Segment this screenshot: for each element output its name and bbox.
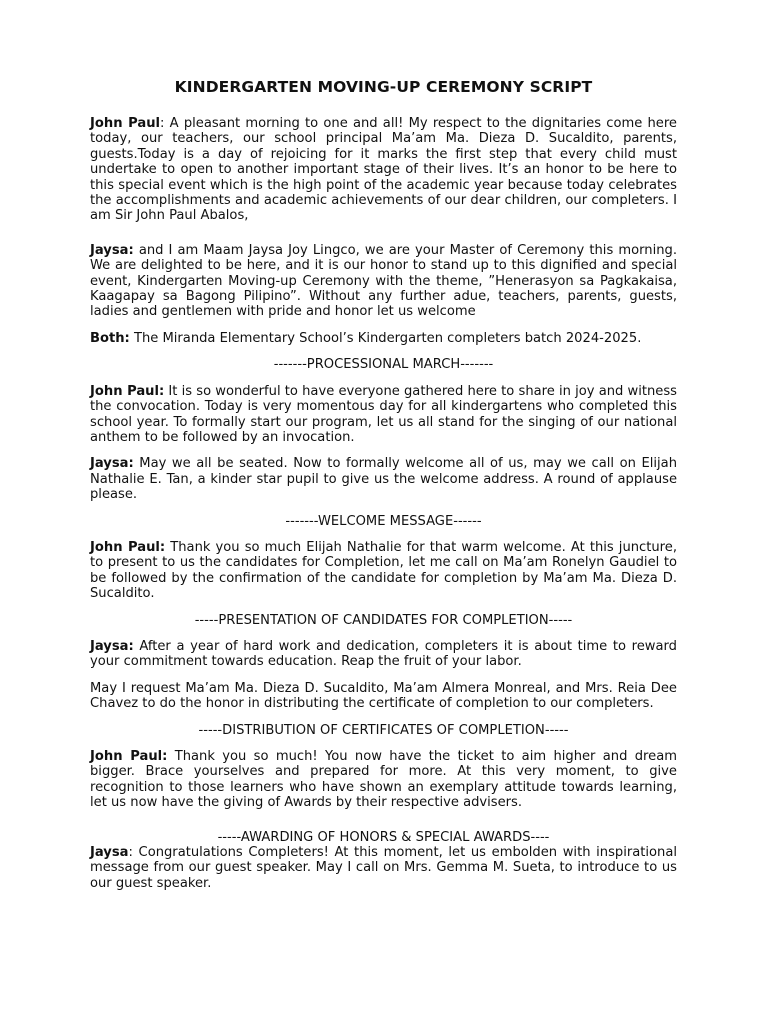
paragraph-text: Thank you so much Elijah Nathalie for that warm welcome. At this juncture, to present to us the candidates for Completion, let me call on Ma’am Ronelyn Gaudiel to be followed by the confirmation of the candidate for completion by Ma’am Ma. Dieza D. Sucaldito.	[90, 539, 677, 602]
speaker-label: Jaysa:	[90, 242, 134, 258]
script-paragraph-both	[90, 331, 677, 346]
script-paragraph-jaysa-welcome	[90, 456, 677, 502]
script-paragraph-jaysa-reward	[90, 639, 677, 670]
section-divider-welcome-message: -------WELCOME MESSAGE------	[285, 513, 482, 529]
script-paragraph-john-paul-candidates	[90, 540, 677, 602]
speaker-label: Jaysa:	[90, 456, 134, 472]
paragraph-text: May we all be seated. Now to formally welcome all of us, may we call on Elijah Nathalie E. Tan, a kinder star pupil to give us the welcome address. A round of applause please.	[90, 456, 677, 503]
script-paragraph-jaysa-guest-speaker	[90, 845, 677, 891]
speaker-label: Jaysa	[90, 845, 129, 861]
paragraph-text: A pleasant morning to one and all! My respect to the dignitaries come here today, our teachers, our school principal Ma’am Ma. Dieza D. Sucaldito, parents, guests.Today is a day of rejoicing for it marks the first step that every child must undertake to open to another important stage of their lives. It’s an honor to be here to this special event which is the high point of the academic year because today celebrates the accomplishments and academic achievements of our dear children, our completers. I am Sir John Paul Abalos,	[90, 116, 677, 224]
document-title: KINDERGARTEN MOVING-UP CEREMONY SCRIPT	[174, 78, 593, 96]
speaker-label: Jaysa:	[90, 638, 134, 654]
section-divider-distribution-of-certificates: -----DISTRIBUTION OF CERTIFICATES OF COMPLETION-----	[198, 722, 569, 738]
speaker-label: John Paul:	[90, 749, 168, 764]
paragraph-text: Congratulations Completers! At this moment, let us embolden with inspirational message from our guest speaker. May I call on Mrs. Gemma M. Sueta, to introduce to us our guest speaker.	[90, 845, 677, 891]
document-page	[90, 78, 677, 891]
paragraph-text: The Miranda Elementary School’s Kindergarten completers batch 2024-2025.	[129, 330, 642, 346]
script-paragraph-john-paul-anthem	[90, 384, 677, 446]
speaker-separator: :	[128, 845, 133, 861]
script-paragraph-john-paul-opening	[90, 116, 677, 224]
paragraph-text: and I am Maam Jaysa Joy Lingco, we are your Master of Ceremony this morning. We are delighted to be here, and it is our honor to stand up to this dignified and special event, Kindergarten Moving-up Ceremony with the theme, ”Henerasyon sa Pagkakaisa, Kaagapay sa Bagong Pilipino”. Without any further adue, teachers, parents, guests, ladies and gentlemen with pride and honor let us welcome	[90, 242, 677, 320]
section-divider-awarding-of-honors: -----AWARDING OF HONORS & SPECIAL AWARDS----	[217, 829, 550, 845]
paragraph-text: It is so wonderful to have everyone gathered here to share in joy and witness the convocation. Today is very momentous day for all kindergartens who completed this school year. To formally start our program, let us all stand for the singing of our national anthem to be followed by an invocation.	[90, 383, 678, 445]
section-divider-processional-march: -------PROCESSIONAL MARCH-------	[273, 357, 494, 373]
paragraph-text: May I request Ma’am Ma. Dieza D. Sucaldito, Ma’am Almera Monreal, and Mrs. Reia Dee Chavez to do the honor in distributing the certificate of completion to our completers.	[90, 680, 677, 712]
speaker-label: John Paul:	[90, 539, 166, 555]
paragraph-text: Thank you so much! You now have the ticket to aim higher and dream bigger. Brace yourselves and prepared for more. At this very moment, to give recognition to those learners who have shown an exemplary attitude towards learning, let us now have the giving of Awards by their respective advisers.	[90, 749, 677, 811]
script-paragraph-jaysa-intro	[90, 243, 677, 320]
speaker-separator: :	[160, 116, 165, 131]
speaker-label: John Paul	[90, 116, 161, 131]
script-paragraph-john-paul-awards	[90, 749, 677, 811]
speaker-label: Both:	[90, 330, 130, 346]
paragraph-text: After a year of hard work and dedication, completers it is about time to reward your commitment towards education. Reap the fruit of your labor.	[90, 638, 677, 670]
script-paragraph-request-distribution	[90, 681, 677, 712]
section-divider-presentation-of-candidates: -----PRESENTATION OF CANDIDATES FOR COMPLETION-----	[194, 612, 573, 628]
speaker-label: John Paul:	[90, 383, 165, 399]
